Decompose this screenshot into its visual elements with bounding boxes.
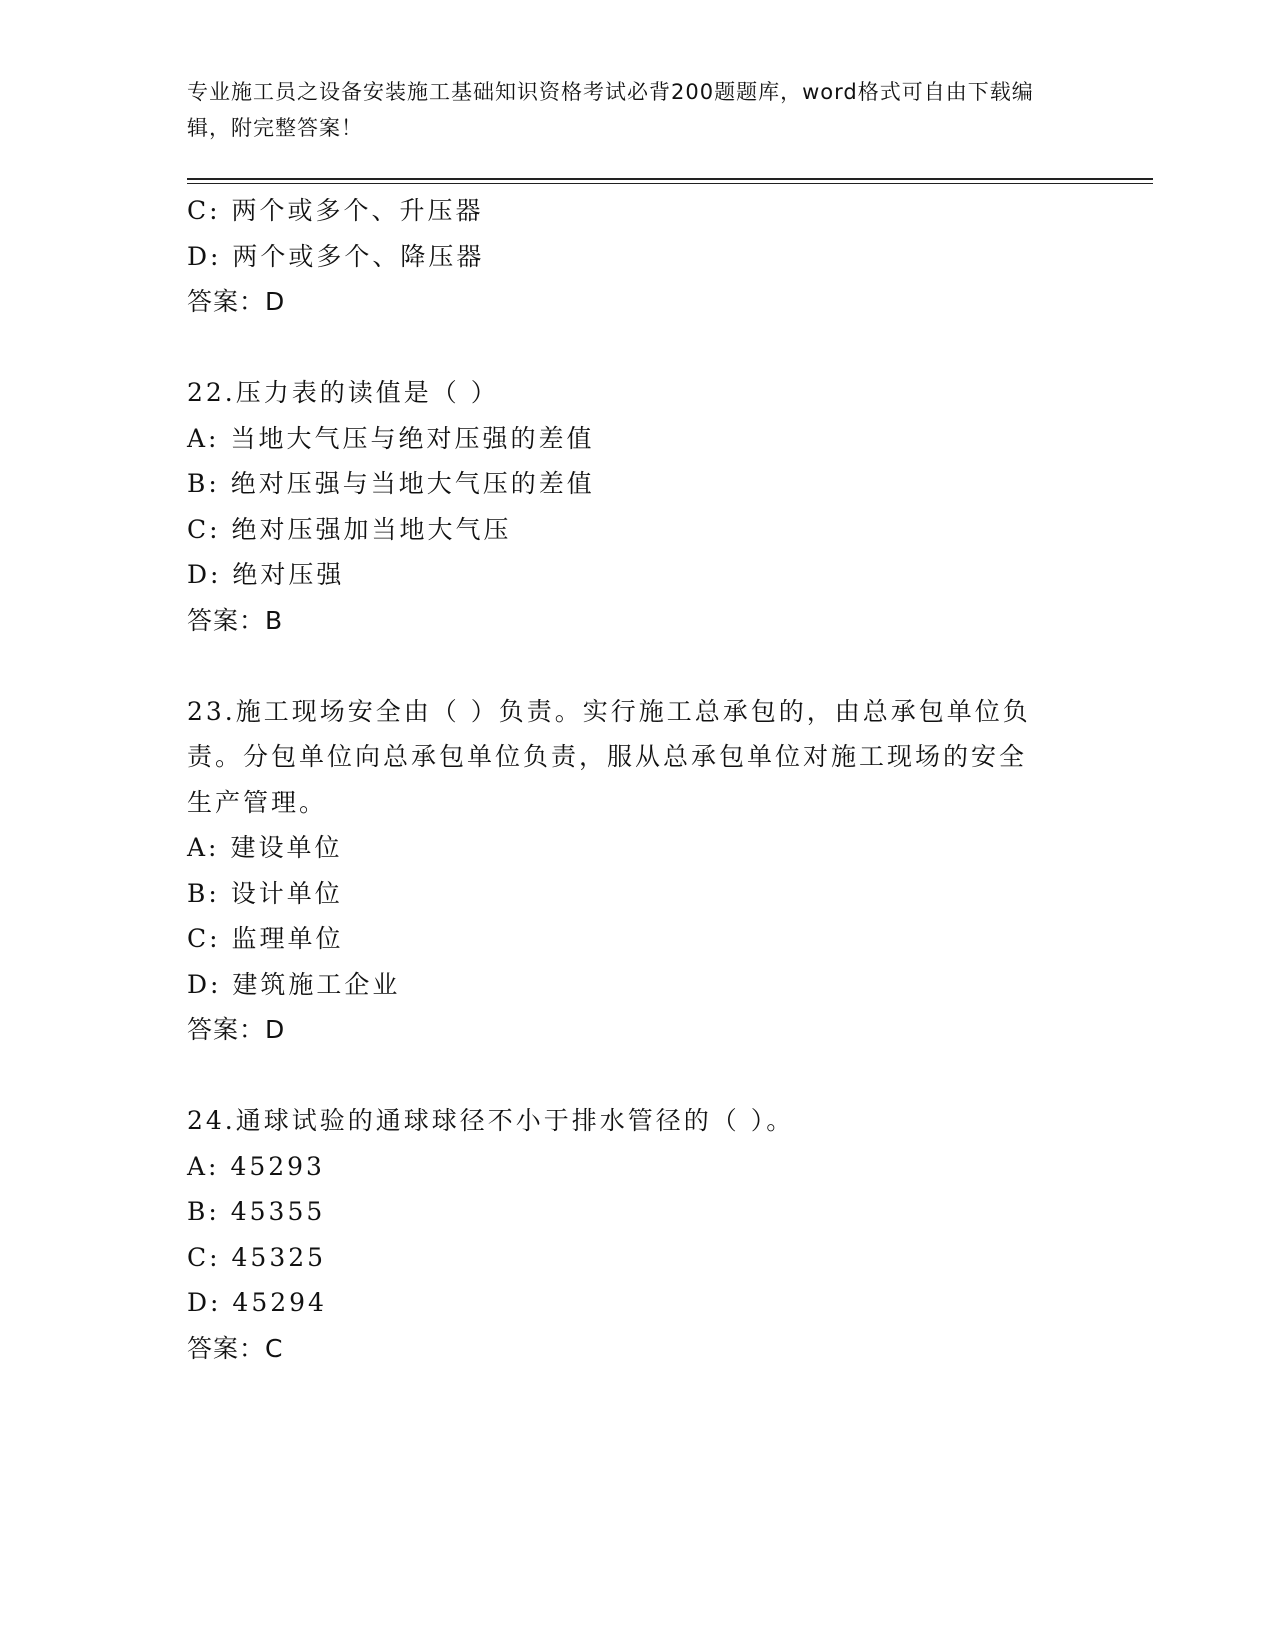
option-a	[187, 416, 1067, 462]
question-stem-line: 23.施工现场安全由（ ）负责。实行施工总承包的，由总承包单位负	[187, 696, 1031, 726]
question-23	[187, 689, 1067, 1053]
option-label: C:	[187, 1242, 221, 1272]
option-d	[187, 552, 1067, 598]
option-b	[187, 1189, 1067, 1235]
option-d	[187, 234, 1067, 280]
option-label: A:	[187, 833, 220, 862]
option-label: D:	[187, 969, 222, 999]
option-label: D:	[187, 1288, 222, 1317]
header-rule-thick	[187, 178, 1153, 180]
option-c	[187, 188, 1067, 234]
option-text: 建筑施工企业	[232, 969, 401, 999]
option-text: 绝对压强与当地大气压的差值	[230, 469, 595, 498]
page-title: 专业施工员之设备安装施工基础知识资格考试必背200题题库，word格式可自由下载编辑，附完整答案！	[187, 80, 1034, 140]
option-text: 45294	[232, 1288, 327, 1317]
option-text: 建设单位	[230, 833, 343, 862]
option-text: 当地大气压与绝对压强的差值	[230, 423, 595, 453]
option-label: B:	[187, 1197, 220, 1226]
question-stem: 22.压力表的读值是（ ）	[187, 378, 499, 407]
option-a	[187, 1144, 1067, 1190]
option-a	[187, 825, 1067, 871]
option-text: 监理单位	[231, 924, 344, 953]
answer: 答案：B	[187, 605, 284, 635]
option-label: B:	[187, 469, 220, 498]
question-stem-line: 责。分包单位向总承包单位负责，服从总承包单位对施工现场的安全	[187, 742, 1028, 771]
option-d	[187, 1280, 1067, 1326]
option-c	[187, 916, 1067, 962]
header-rule-thin	[187, 183, 1153, 184]
option-c	[187, 1235, 1067, 1281]
option-b	[187, 871, 1067, 917]
question-24	[187, 1098, 1067, 1371]
option-label: A:	[187, 423, 220, 453]
question-stem-line: 生产管理。	[187, 787, 328, 817]
option-label: B:	[187, 878, 220, 908]
question-stem: 24.通球试验的通球球径不小于排水管径的（ ）。	[187, 1106, 795, 1135]
spacer	[187, 325, 1067, 371]
option-text: 45355	[230, 1197, 326, 1226]
answer: 答案：D	[187, 287, 286, 316]
option-d	[187, 962, 1067, 1008]
option-label: C:	[187, 514, 221, 544]
option-text: 45293	[230, 1151, 325, 1181]
option-text: 绝对压强加当地大气压	[231, 514, 512, 544]
option-text: 45325	[231, 1242, 327, 1272]
option-c	[187, 507, 1067, 553]
option-text: 两个或多个、升压器	[231, 196, 484, 225]
question-21-continued	[187, 188, 1067, 325]
answer: 答案：C	[187, 1333, 284, 1363]
option-text: 两个或多个、降压器	[232, 241, 485, 271]
option-text: 绝对压强	[232, 560, 345, 589]
spacer	[187, 643, 1067, 689]
question-list	[187, 188, 1067, 1371]
option-b	[187, 461, 1067, 507]
option-text: 设计单位	[230, 878, 343, 908]
spacer	[187, 1053, 1067, 1099]
option-label: C:	[187, 924, 221, 953]
option-label: A:	[187, 1151, 220, 1181]
option-label: D:	[187, 241, 222, 271]
option-label: D:	[187, 560, 222, 589]
answer: 答案：D	[187, 1015, 286, 1044]
option-label: C:	[187, 196, 221, 225]
question-22	[187, 370, 1067, 643]
